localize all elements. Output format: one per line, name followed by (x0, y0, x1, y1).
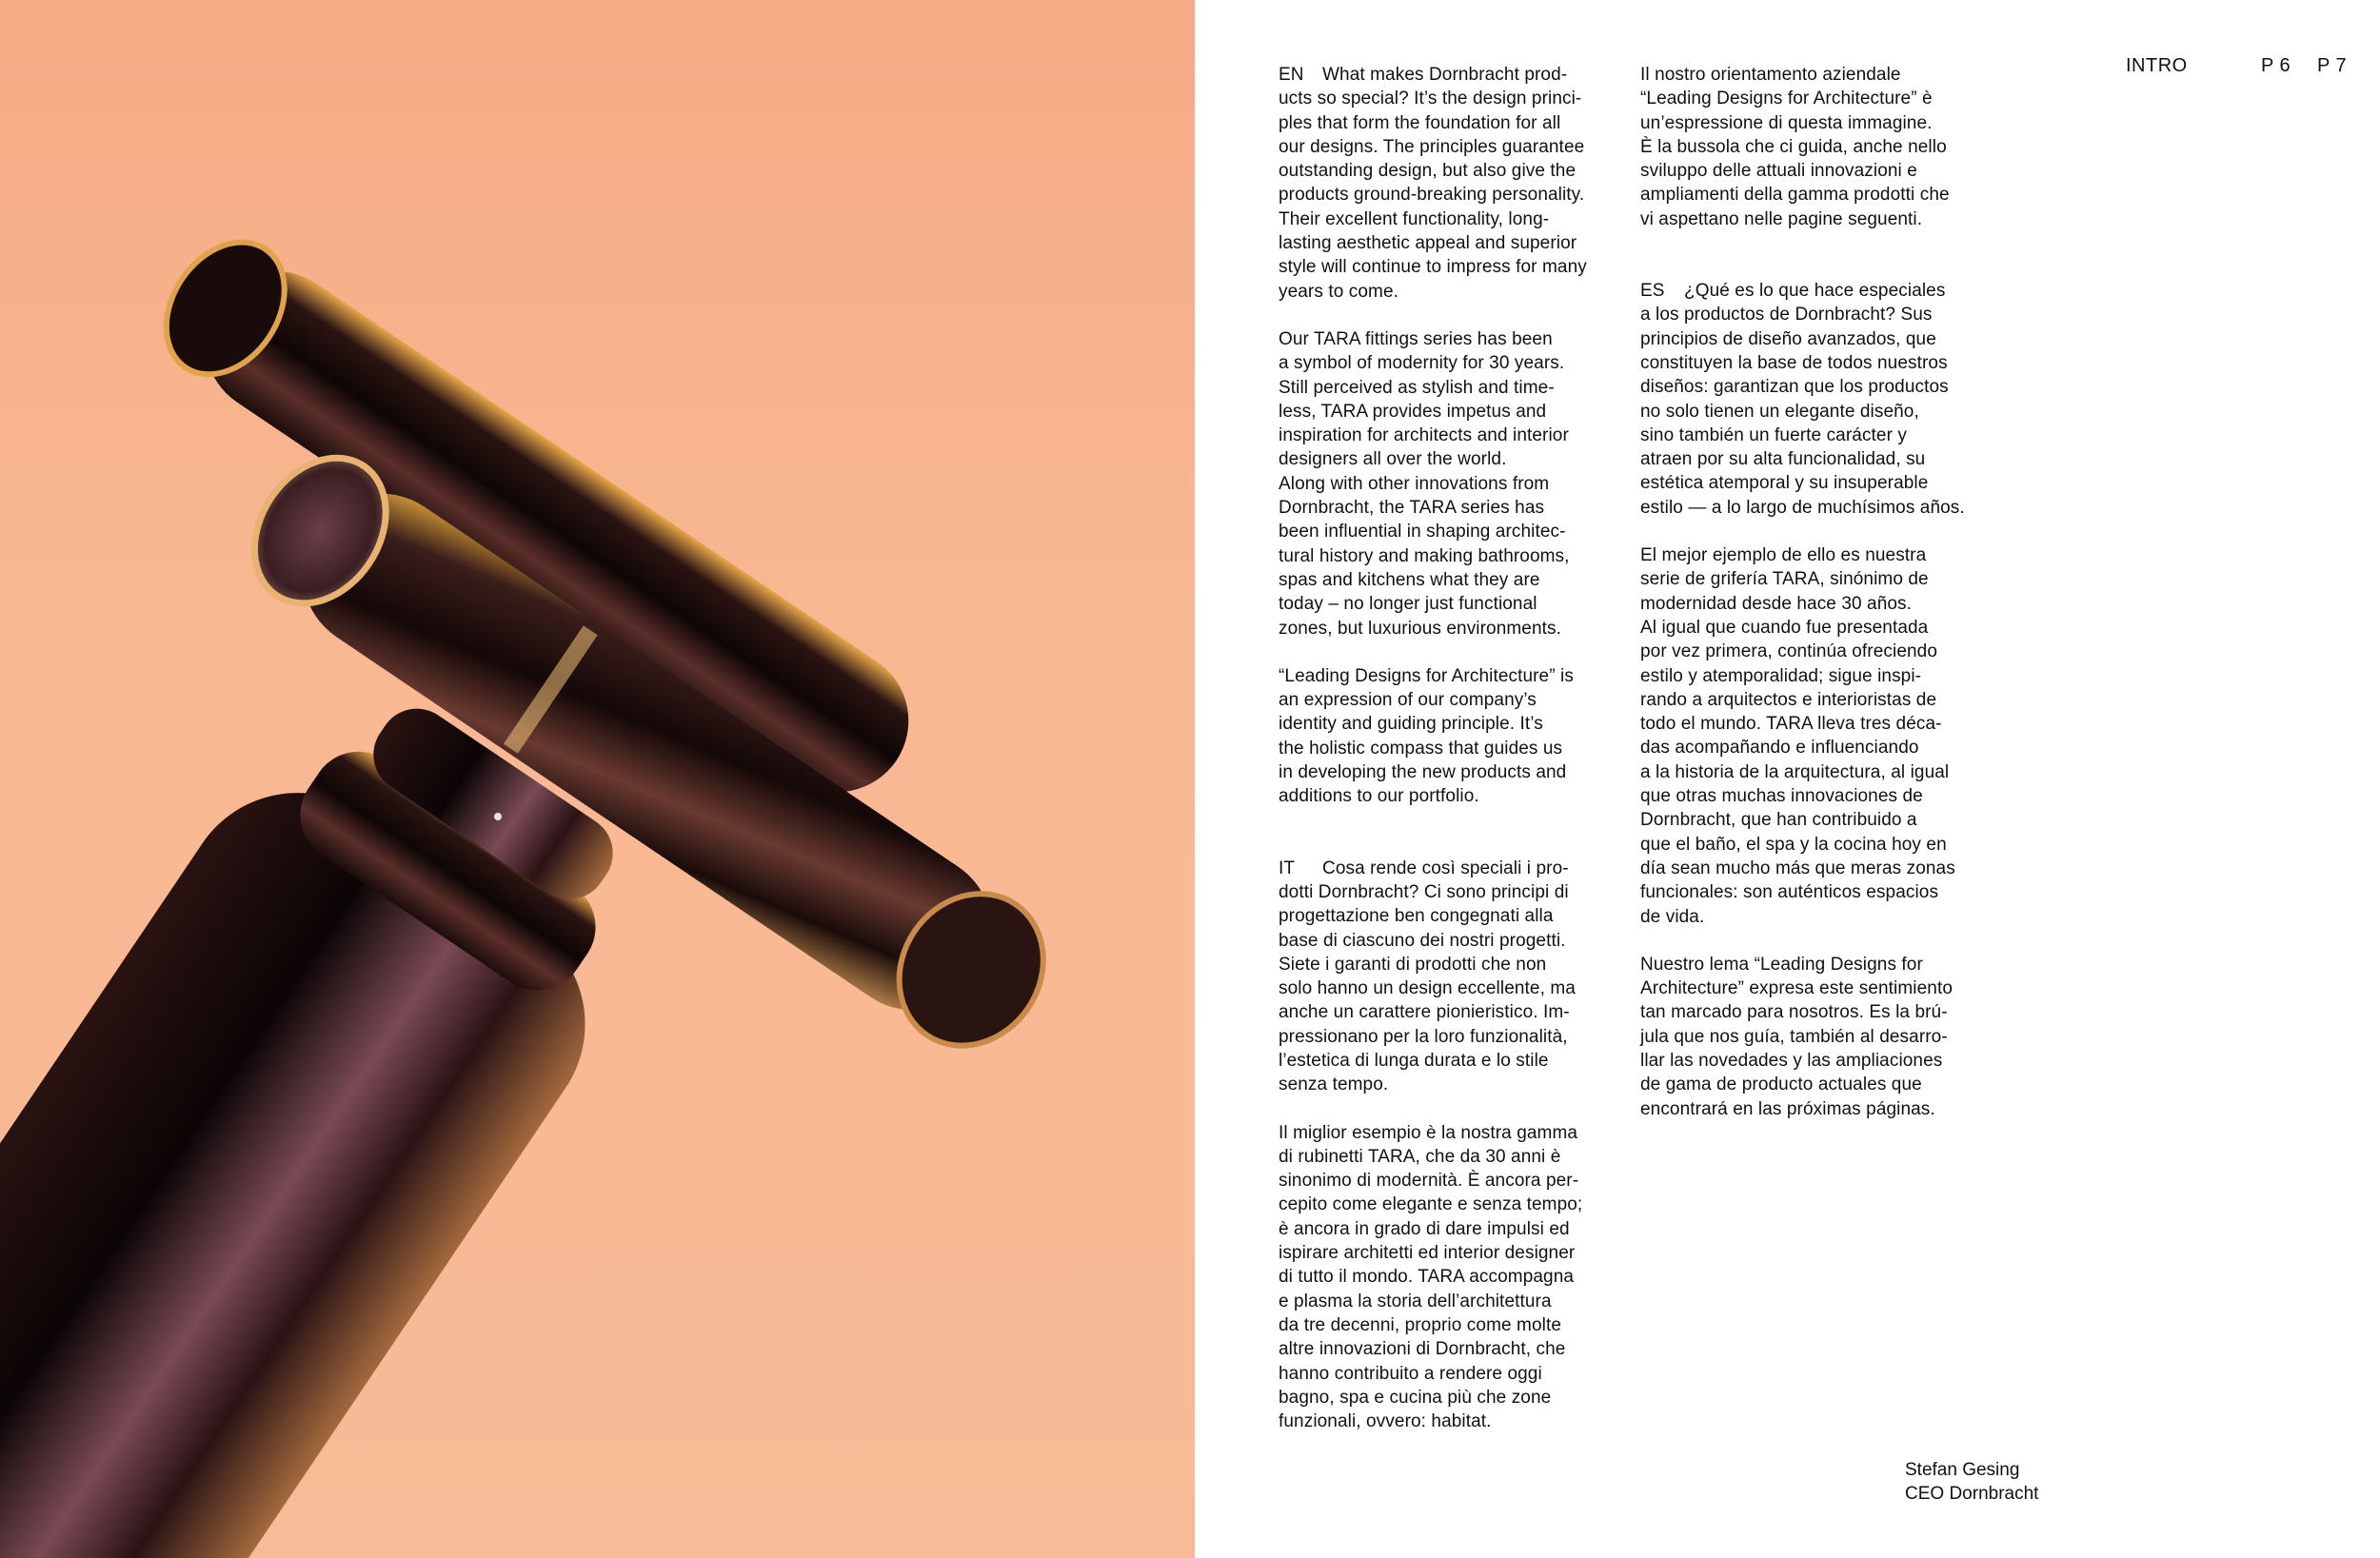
paragraph-en-leading-designs: “Leading Designs for Architecture” is an expression of our company’s identity and guiding principle. It’s the holistic compass that guides us in developing the new products and additions to our portfolio. (1279, 665, 1574, 807)
paragraph-es-intro (1640, 279, 1988, 520)
paragraph-text: ¿Qué es lo que hace especiales a los productos de Dornbracht? Sus principios de diseño avanzados, que constituyen la base de todos nuestros diseños: garantizan que los productos no solo tienen un elegante diseño, sino también un fuerte carácter y atraen por su alta funcionalidad, su estética atemporal y su insuperable estilo — a lo largo de muchísimos años. (1640, 281, 1965, 518)
section-title: INTRO (2126, 55, 2188, 76)
signature-block (1905, 1458, 2038, 1506)
text-column-left (1279, 63, 1626, 1433)
paragraph-text: What makes Dornbracht prod- ucts so special? It’s the design princi- ples that form the foundation for all our designs. The principles guarantee outstanding design, but also give the products ground-breaking personality. Their excellent functionality, long- lasting aesthetic appeal and superior style will continue to impress for many years to come. (1279, 65, 1587, 302)
text-column-right (1640, 63, 1988, 1121)
page-number-left: P 6 (2261, 55, 2291, 76)
paragraph-en-intro (1279, 63, 1626, 304)
paragraph-en-tara: Our TARA fittings series has been a symbol of modernity for 30 years. Still perceived as stylish and time- less, TARA provides impetus and inspiration for architects and interior designers all over the world. Along with other innovations from Dornbracht, the TARA series has been influential in shaping architec- tural history and making bathrooms, spas and kitchens what they are today – no longer just functional zones, but luxurious environments. (1279, 328, 1570, 639)
paragraph-it-intro (1279, 857, 1626, 1097)
signature-name: Stefan Gesing (1905, 1460, 2020, 1480)
page-number-right: P 7 (2317, 55, 2348, 76)
signature-role: CEO Dornbracht (1905, 1484, 2039, 1504)
language-label-en: EN (1279, 65, 1304, 85)
paragraph-es-tara: El mejor ejemplo de ello es nuestra serie de grifería TARA, sinónimo de modernidad desde hace 30 años. Al igual que cuando fue presentada por vez primera, continúa ofreciendo estilo y atemporalidad; sigue inspi- rando a arquitectos e interioristas de todo el mundo. TARA lleva tres déca- das acompañando e influenciando a la historia de la arquitectura, al igual que otras muchas innovaciones de Dornbracht, que han contribuido a que el baño, el spa y la cocina hoy en día sean mucho más que meras zonas funcionales: son auténticos espacios de vida. (1640, 545, 1955, 927)
paragraph-es-leading-designs: Nuestro lema “Leading Designs for Architecture” expresa este sentimiento tan marcado para nosotros. Es la brú- jula que nos guía, también al desarro- llar las novedades y las ampliaciones de gama de producto actuales que encontrará en las próximas páginas. (1640, 954, 1954, 1119)
paragraph-text: Cosa rende così speciali i pro- dotti Dornbracht? Ci sono principi di progettazione ben congegnati alla base di ciascuno dei nostri progetti. Siete i garanti di prodotti che non solo hanno un design eccellente, ma anche un carattere pionieristico. Im- pressionano per la loro funzionalità, l’estetica di lunga durata e lo stile senza tempo. (1279, 858, 1576, 1095)
language-label-es: ES (1640, 281, 1665, 302)
language-label-it: IT (1279, 858, 1296, 878)
paragraph-it-tara: Il miglior esempio è la nostra gamma di rubinetti TARA, che da 30 anni è sinonimo di modernità. È ancora per- cepito come elegante e senza tempo; è ancora in grado di dare impulsi ed ispirare architetti ed interior designer di tutto il mondo. TARA accompagna e plasma la storia dell’architettura da tre decenni, proprio come molte altre innovazioni di Dornbracht, che hanno contribuito a rendere oggi bagno, spa e cucina più che zone funzionali, ovvero: habitat. (1279, 1122, 1583, 1432)
paragraph-it-leading-designs: Il nostro orientamento aziendale “Leading Designs for Architecture” è un’espressione di questa immagine. È la bussola che ci guida, anche nello sviluppo delle attuali innovazioni e ampliamenti della gamma prodotti che vi aspettano nelle pagine seguenti. (1640, 65, 1950, 229)
